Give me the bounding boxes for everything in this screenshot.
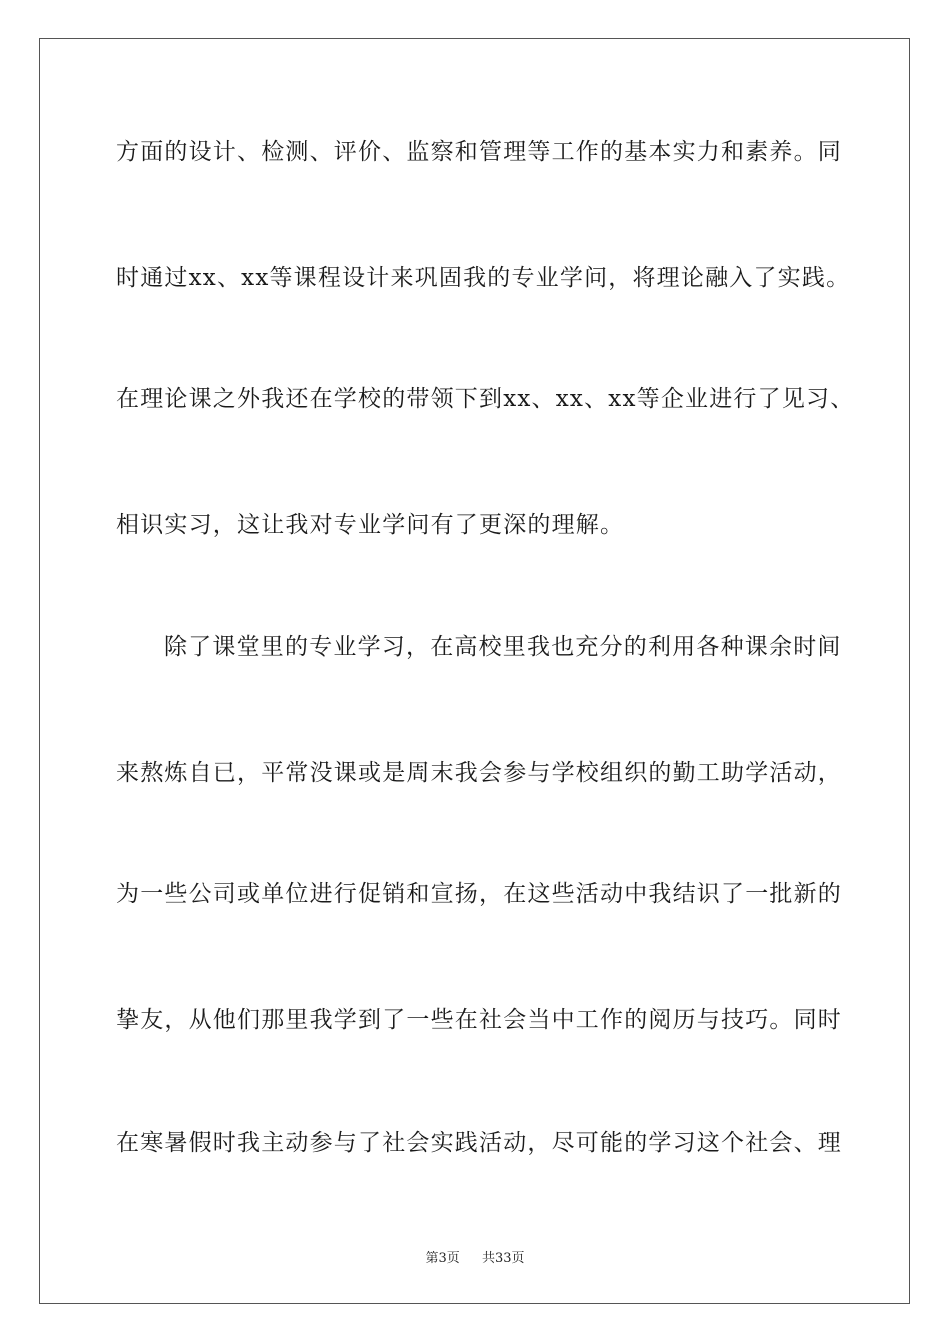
text-line-7: 为一些公司或单位进行促销和宣扬，在这些活动中我结识了一批新的 <box>116 881 842 907</box>
text-line-8: 挚友，从他们那里我学到了一些在社会当中工作的阅历与技巧。同时 <box>116 1007 842 1033</box>
text-line-9: 在寒暑假时我主动参与了社会实践活动，尽可能的学习这个社会、理 <box>116 1130 842 1156</box>
page-frame <box>39 38 910 1304</box>
page-total: 共33页 <box>482 1251 525 1266</box>
text-line-2: 时通过xx、xx等课程设计来巩固我的专业学问，将理论融入了实践。 <box>116 265 851 291</box>
page-footer <box>0 1247 950 1266</box>
page-number: 第3页 <box>425 1251 460 1266</box>
text-line-4: 相识实习，这让我对专业学问有了更深的理解。 <box>116 512 625 538</box>
text-line-5-paragraph-start: 除了课堂里的专业学习，在高校里我也充分的利用各种课余时间 <box>164 634 842 660</box>
text-line-3: 在理论课之外我还在学校的带领下到xx、xx、xx等企业进行了见习、 <box>116 386 855 412</box>
text-line-6: 来熬炼自已，平常没课或是周末我会参与学校组织的勤工助学活动， <box>116 760 842 786</box>
text-line-1: 方面的设计、检测、评价、监察和管理等工作的基本实力和素养。同 <box>116 139 842 165</box>
